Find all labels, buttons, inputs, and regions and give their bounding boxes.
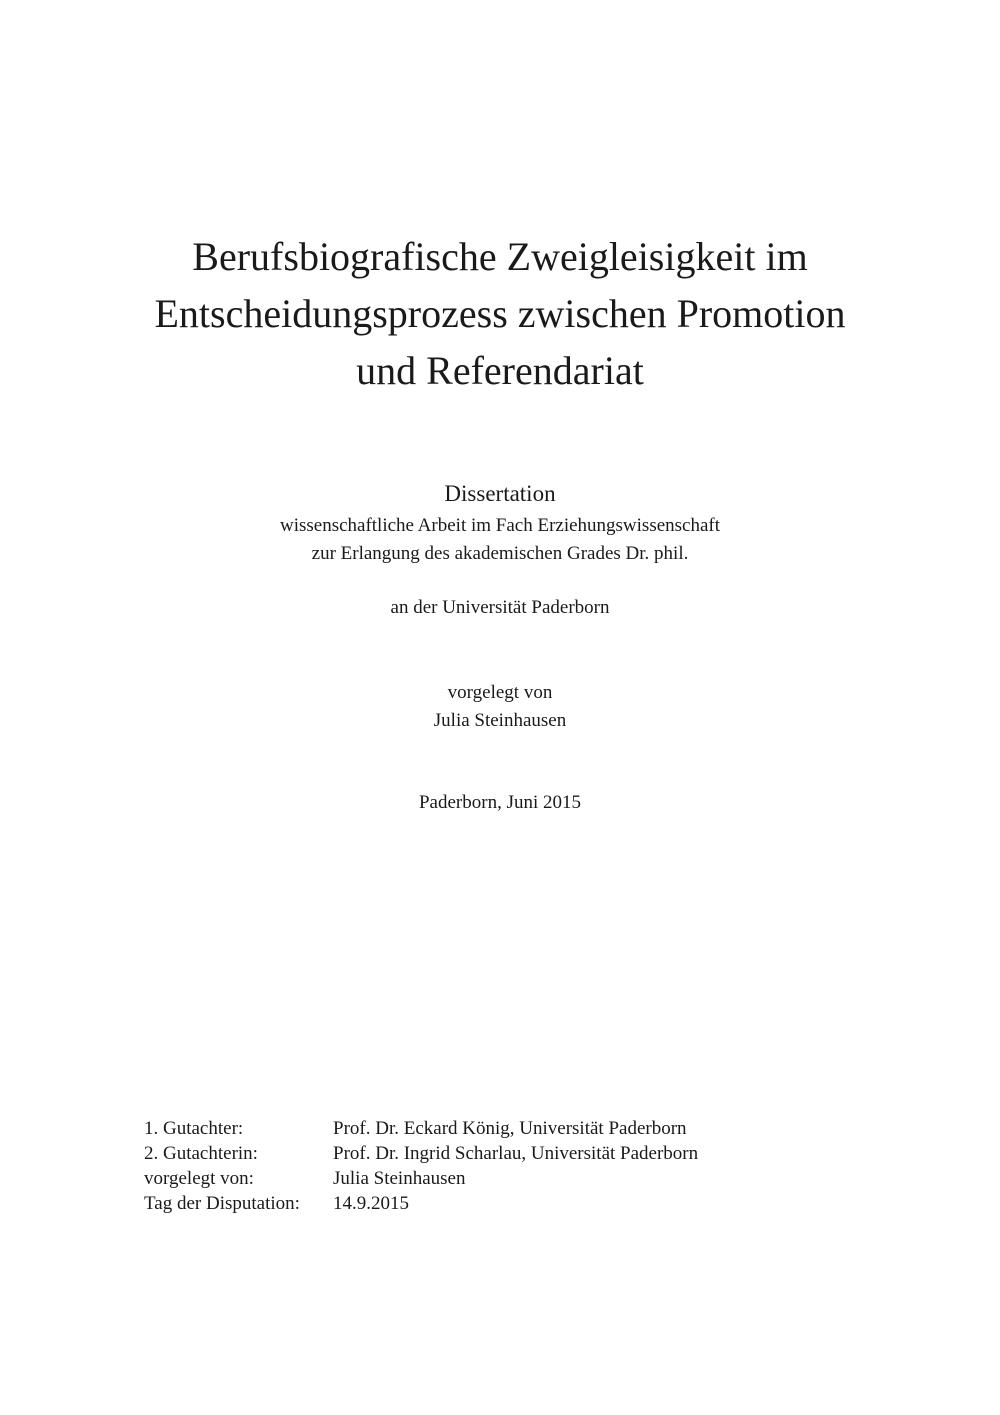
thesis-title-line-2: Entscheidungsprozess zwischen Promotion — [154, 291, 846, 336]
meta-label: 2. Gutachterin: — [144, 1143, 258, 1164]
thesis-title — [100, 228, 900, 399]
meta-label: vorgelegt von: — [144, 1168, 254, 1189]
table-row — [144, 1166, 698, 1191]
thesis-title-line-3: und Referendariat — [356, 348, 644, 393]
meta-label: Tag der Disputation: — [144, 1193, 300, 1214]
document-type: Dissertation — [444, 481, 556, 506]
place-and-date: Paderborn, Juni 2015 — [418, 792, 581, 813]
university: an der Universität Paderborn — [390, 597, 610, 618]
meta-label: 1. Gutachter: — [144, 1118, 244, 1139]
thesis-purpose — [100, 512, 900, 568]
meta-value: Prof. Dr. Eckard König, Universität Paderborn — [333, 1118, 687, 1139]
author-name: Julia Steinhausen — [433, 710, 567, 731]
thesis-purpose-line-2: zur Erlangung des akademischen Grades Dr. phil. — [311, 543, 689, 564]
submitted-by — [100, 679, 900, 735]
meta-value: 14.9.2015 — [333, 1193, 409, 1214]
thesis-title-line-1: Berufsbiografische Zweigleisigkeit im — [192, 234, 808, 279]
meta-value: Julia Steinhausen — [333, 1168, 466, 1189]
meta-value: Prof. Dr. Ingrid Scharlau, Universität Paderborn — [333, 1143, 699, 1164]
table-row — [144, 1116, 698, 1141]
table-row — [144, 1191, 698, 1216]
thesis-purpose-line-1: wissenschaftliche Arbeit im Fach Erziehungswissenschaft — [279, 515, 721, 536]
table-row — [144, 1141, 698, 1166]
examination-details — [144, 1116, 698, 1216]
submitted-by-label: vorgelegt von — [447, 682, 553, 703]
